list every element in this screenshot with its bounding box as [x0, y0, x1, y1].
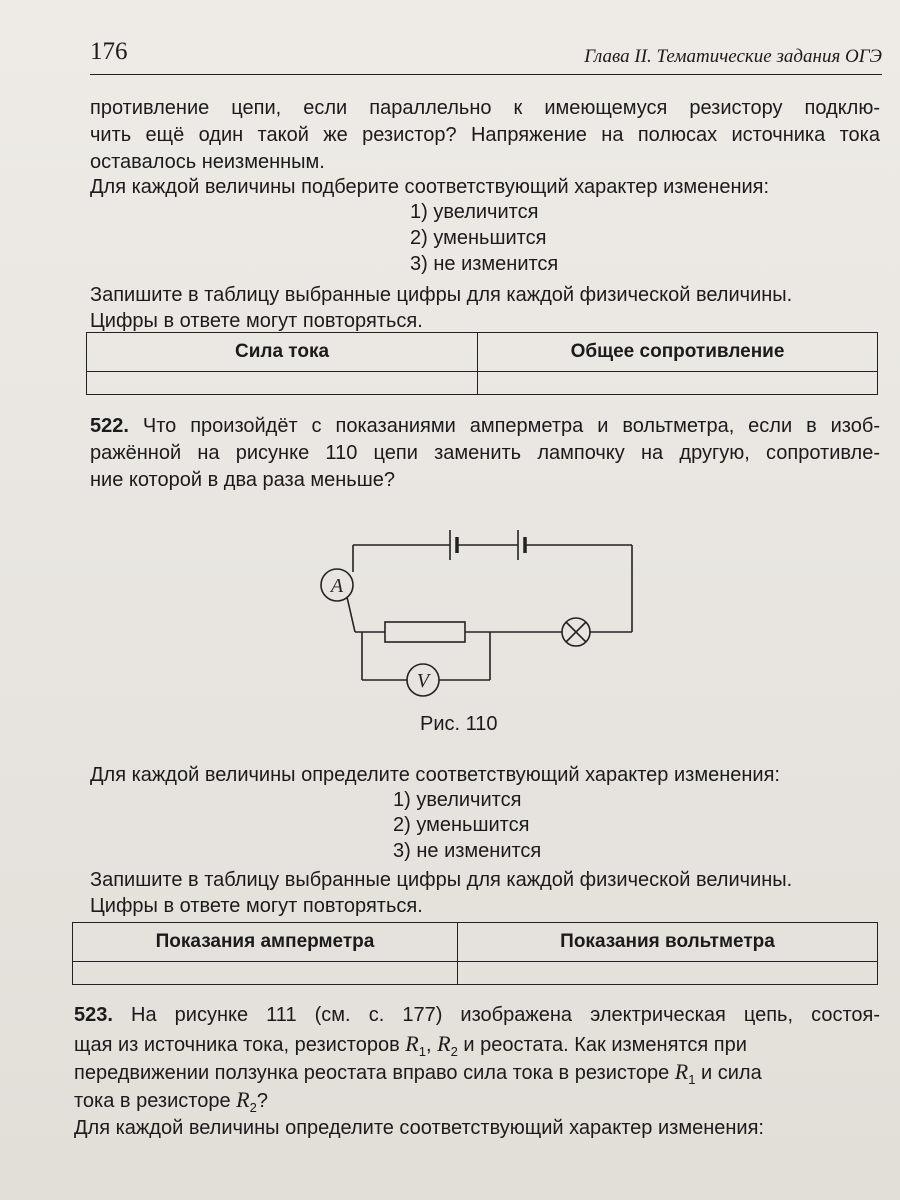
task521-record-line-2: Цифры в ответе могут повторяться. [90, 310, 423, 332]
answer-table-header: Показания амперметра [73, 923, 458, 962]
answer-table-header: Сила тока [87, 333, 478, 372]
task522-line-2: ражённой на рисунке 110 цепи заменить лампочку на другую, сопротивле- [90, 442, 880, 464]
answer-table-header: Общее сопротивление [478, 333, 878, 372]
figure-caption: Рис. 110 [420, 713, 498, 735]
task521-option-1: 1) увеличится [410, 201, 539, 223]
task522-number: 522. [90, 415, 129, 437]
task522-option-1: 1) увеличится [393, 789, 522, 811]
chapter-title: Глава II. Тематические задания ОГЭ [584, 46, 882, 67]
subscript: 2 [450, 1044, 458, 1059]
variable-r: R [674, 1059, 689, 1084]
task522-record-line-1: Запишите в таблицу выбранные цифры для каждой физической величины. [90, 869, 793, 891]
resistor-symbol [385, 622, 465, 642]
task522-instruction: Для каждой величины определите соответствующий характер изменения: [90, 764, 780, 786]
wire [347, 597, 355, 632]
task521-instruction: Для каждой величины подберите соответствующий характер изменения: [90, 176, 770, 198]
punctuation: ? [256, 1090, 268, 1112]
task522-option-3: 3) не изменится [393, 840, 542, 862]
variable-r: R [437, 1031, 451, 1056]
task523-text: На рисунке 111 (см. с. 177) изображена электрическая цепь, состоя- [131, 1004, 880, 1026]
answer-table-header: Показания вольтметра [458, 923, 878, 962]
task522-answer-table [72, 922, 878, 985]
task523-text: передвижении ползунка реостата вправо сила тока в резисторе [74, 1062, 670, 1084]
task523-instruction: Для каждой величины определите соответствующий характер изменения: [74, 1117, 764, 1139]
answer-cell[interactable] [458, 962, 878, 985]
answer-cell[interactable] [73, 962, 458, 985]
task522-text: Что произойдёт с показаниями амперметра и вольтметра, если в изоб- [142, 415, 880, 437]
ammeter-label: A [330, 575, 344, 597]
task523-text: щая из источника тока, резисторов [74, 1034, 400, 1056]
task522-record-line-2: Цифры в ответе могут повторяться. [90, 895, 423, 917]
voltmeter-label: V [416, 670, 430, 692]
task523-line-1 [74, 1002, 880, 1029]
task521-line-1: противление цепи, если параллельно к имеющемуся резистору подклю- [90, 97, 880, 119]
subscript: 1 [418, 1044, 426, 1059]
task523-text: тока в резисторе [74, 1090, 231, 1112]
variable-r: R [236, 1087, 250, 1112]
task521-option-2: 2) уменьшится [410, 227, 547, 249]
page-number: 176 [90, 38, 128, 65]
subscript: 1 [688, 1072, 696, 1087]
task521-line-2: чить ещё один такой же резистор? Напряжение на полюсах источника тока [90, 124, 880, 146]
task523-text: и сила [701, 1062, 762, 1084]
task522-line-3: ние которой в два раза меньше? [90, 469, 396, 491]
subscript: 2 [249, 1100, 257, 1115]
punctuation: , [425, 1034, 432, 1056]
variable-r: R [405, 1031, 419, 1056]
task522-option-2: 2) уменьшится [393, 814, 530, 836]
task523-text: и реостата. Как изменятся при [463, 1034, 747, 1056]
task521-option-3: 3) не изменится [410, 253, 559, 275]
task523-number: 523. [74, 1004, 113, 1026]
task521-line-3: оставалось неизменным. [90, 151, 325, 173]
task521-record-line-1: Запишите в таблицу выбранные цифры для каждой физической величины. [90, 284, 793, 306]
